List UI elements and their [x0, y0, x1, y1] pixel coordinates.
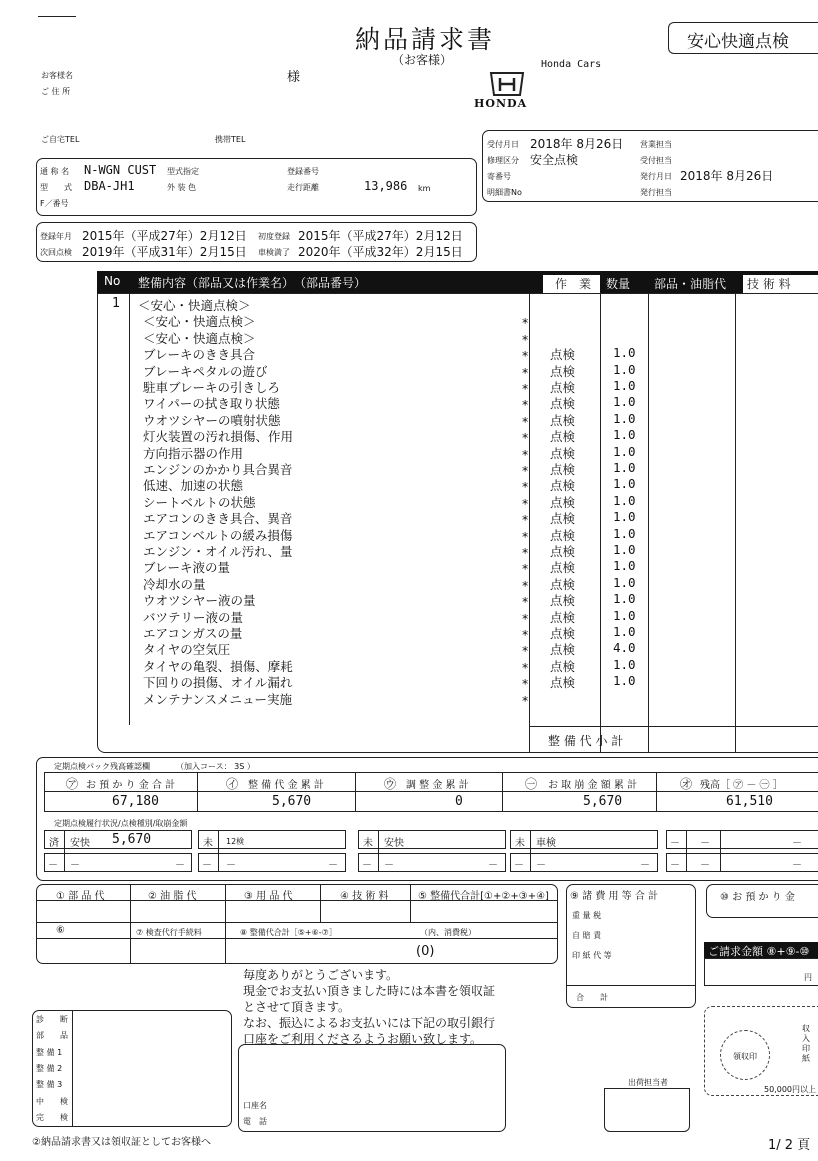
- history-5b-dash-a: －: [670, 860, 680, 871]
- next-inspection-value: 2019年（平成31年）2月15日: [82, 245, 247, 259]
- table-row: [0, 411, 818, 427]
- row-work: 点検: [550, 609, 576, 625]
- table-row: [0, 312, 818, 331]
- pack-mark-b: ㋑: [226, 777, 239, 791]
- history-1-status: 済: [49, 838, 59, 849]
- row-work: 点検: [550, 544, 576, 559]
- yen-unit: 円: [804, 973, 812, 982]
- table-row: [0, 542, 818, 558]
- row-description: ワイパーの拭き取り状態: [143, 396, 280, 412]
- history-cell-2: [198, 830, 346, 849]
- pack-col-adjust: 調 整 金 累 計: [406, 780, 469, 791]
- row-work: 点検: [550, 478, 576, 494]
- row-description: 駐車ブレーキの引きしろ: [143, 380, 281, 395]
- deposit-label: ⑩ お 預 か り 金: [720, 892, 795, 903]
- row-work: 点検: [550, 347, 576, 363]
- history-2b-dash-a: －: [202, 860, 212, 871]
- row-star: *: [522, 676, 529, 692]
- row-description: シートベルトの状態: [143, 494, 256, 510]
- totals-div-3: [320, 884, 321, 922]
- table-row: [0, 657, 818, 673]
- check-item-label: 完 検: [36, 1112, 68, 1122]
- row-star: *: [522, 512, 529, 528]
- model-name-label: 通 称 名: [40, 167, 70, 176]
- hist4-div: [530, 830, 531, 872]
- weight-tax-label: 重 量 税: [572, 911, 602, 920]
- shipper-label: 出荷担当者: [628, 1078, 668, 1087]
- row-work: 点検: [550, 593, 576, 609]
- inspection-expiry-label: 車検満了: [258, 248, 290, 257]
- dealer-name: Honda Cars: [541, 59, 602, 70]
- row-description: ブレーキのきき具合: [143, 347, 256, 363]
- repair-kind-label: 修理区分: [487, 156, 519, 165]
- received-label: 受付月日: [487, 140, 519, 149]
- phone-label: 電 話: [243, 1117, 267, 1126]
- row-quantity: 1.0: [613, 345, 636, 361]
- history-2b-dash-b: －: [226, 860, 236, 871]
- history-cell-2b: [198, 853, 346, 872]
- service-total-label: ⑤ 整備代合計[①+②+③+④]: [418, 891, 549, 902]
- repair-kind-value: 安全点検: [530, 153, 579, 167]
- row-quantity: 1.0: [613, 427, 636, 443]
- received-value: 2018年 8月26日: [530, 137, 624, 151]
- row-star: *: [522, 364, 529, 380]
- row-description: 冷却水の量: [143, 576, 206, 592]
- liability-insurance-label: 自 賠 責: [572, 931, 602, 940]
- row-quantity: 1.0: [613, 361, 636, 377]
- row-description: エアコンガスの量: [143, 626, 243, 641]
- row-description: ウオツシヤーの噴射状態: [143, 412, 281, 428]
- pack-service-total-value: 5,670: [272, 794, 312, 809]
- order-no-label: 寄番号: [487, 172, 511, 181]
- mileage-value: 13,986: [364, 179, 408, 193]
- row-work: 点検: [550, 658, 576, 674]
- thanks-line-2: 現金でお支払い頂きました時には本書を領収証: [243, 984, 496, 998]
- history-1b-dash-a: －: [48, 860, 58, 871]
- footer-note: ②納品請求書又は領収証としてお客様へ: [32, 1137, 211, 1148]
- receipt-seal-label: 領収印: [733, 1052, 757, 1061]
- row-work: 点検: [550, 429, 576, 445]
- issue-date-value: 2018年 8月26日: [680, 169, 774, 183]
- color-label: 外 装 色: [167, 183, 197, 192]
- item-6-label: ⑥: [56, 925, 65, 936]
- customer-name-label: お客様名: [41, 71, 73, 80]
- supplies-cost-label: ③ 用 品 代: [244, 891, 293, 902]
- row-star: *: [522, 348, 529, 364]
- row-star: *: [522, 643, 529, 659]
- row-quantity: 1.0: [613, 656, 636, 672]
- service-grand-total-label: ⑧ 整備代合計［⑤+⑥-⑦］: [240, 928, 337, 937]
- service-badge: 安心快適点検: [668, 22, 818, 54]
- row-description: エアコンのきき具合、異音: [143, 511, 293, 527]
- row-quantity: 1.0: [613, 558, 636, 574]
- table-row: [0, 608, 818, 624]
- thanks-line-4: なお、振込によるお支払いには下記の取引銀行: [243, 1016, 496, 1030]
- item-number: 1: [112, 296, 121, 311]
- check-item-label: 中 検: [36, 1096, 68, 1106]
- table-row: [0, 673, 818, 692]
- type-value: DBA-JH1: [84, 179, 135, 193]
- header-work: 作 業: [543, 275, 600, 293]
- history-3-status: 未: [363, 838, 373, 849]
- reg-ym-value: 2015年（平成27年）2月12日: [82, 229, 247, 243]
- history-4b-dash-c: －: [640, 860, 650, 871]
- totals-row3-line: [36, 938, 558, 939]
- history-2-status: 未: [203, 838, 213, 849]
- invoice-amount-box: [704, 958, 818, 986]
- row-description: エンジン・オイル汚れ、量: [143, 544, 293, 559]
- history-5-dash-c: －: [792, 838, 802, 849]
- pack-title: 定期点検パック残高確認欄: [54, 762, 150, 771]
- history-4b-dash-a: －: [514, 860, 524, 871]
- subtotal-divider: [529, 726, 818, 727]
- check-item-label: 整 備 1: [36, 1047, 63, 1057]
- row-description: ＜安心・快適点検＞: [138, 298, 251, 313]
- tax-value: (0): [416, 944, 435, 959]
- table-row: [0, 526, 818, 542]
- table-row: [0, 558, 818, 577]
- document-title: 納品請求書: [355, 25, 496, 54]
- table-row: [0, 690, 818, 706]
- pack-history-title: 定期点検履行状況/点検種別/取崩金額: [54, 819, 188, 828]
- row-quantity: 1.0: [613, 509, 636, 525]
- fees-title: ⑨ 諸 費 用 等 合 計: [570, 891, 659, 902]
- row-star: *: [522, 659, 529, 675]
- model-name-value: N-WGN CUST: [84, 163, 157, 177]
- history-1b-dash-c: －: [175, 860, 185, 871]
- type-label: 型 式: [40, 183, 72, 192]
- bank-box: [238, 1044, 506, 1132]
- home-tel-label: ご自宅TEL: [41, 135, 80, 144]
- row-star: *: [522, 627, 529, 642]
- row-star: *: [522, 479, 529, 495]
- row-work: 点検: [550, 527, 576, 543]
- revenue-stamp-label: 収 入 印 紙: [802, 1024, 810, 1063]
- first-reg-value: 2015年（平成27年）2月12日: [298, 229, 463, 243]
- row-description: タイヤの亀裂、損傷、摩耗: [143, 658, 293, 674]
- row-quantity: 4.0: [613, 640, 636, 656]
- row-work: 点検: [550, 626, 576, 641]
- row-star: *: [522, 495, 529, 511]
- table-row: [0, 493, 818, 509]
- row-description: 灯火装置の汚れ損傷、作用: [143, 429, 294, 445]
- pack-div-2: [355, 772, 356, 812]
- row-star: *: [522, 528, 529, 544]
- row-description: バツテリー液の量: [143, 609, 244, 625]
- row-description: ブレーキペタルの遊び: [143, 363, 268, 379]
- document-subtitle: （お客様）: [392, 53, 453, 67]
- totals-div-2: [225, 884, 226, 964]
- honda-logo-icon: [487, 70, 527, 98]
- table-row: [0, 460, 818, 476]
- table-row: [0, 444, 818, 460]
- page-number: 1/ 2 頁: [768, 1138, 811, 1153]
- table-row: [0, 624, 818, 640]
- shipper-box: [604, 1088, 690, 1132]
- check-item-label: 診 断: [36, 1015, 68, 1024]
- history-5b-dash-c: －: [792, 860, 802, 871]
- row-quantity: 1.0: [613, 394, 636, 410]
- issue-date-label: 発行月日: [640, 172, 672, 181]
- row-description: 低速、加速の状態: [143, 478, 244, 494]
- history-3b-dash-a: －: [362, 860, 372, 871]
- row-star: *: [522, 610, 529, 626]
- pack-withdrawal-value: 5,670: [583, 794, 623, 809]
- row-quantity: 1.0: [613, 607, 636, 623]
- row-quantity: 1.0: [613, 492, 636, 508]
- history-5-dash-a: －: [670, 838, 680, 849]
- parts-cost-label: ① 部 品 代: [56, 891, 105, 902]
- pack-col-service-total: 整 備 代 金 累 計: [248, 780, 324, 791]
- honda-wordmark: HONDA: [474, 97, 528, 110]
- pack-mark-d: ㊀: [525, 777, 538, 791]
- hist2-div: [218, 830, 219, 872]
- row-work: 点検: [550, 396, 576, 412]
- table-row: [0, 394, 818, 413]
- fees-line: [566, 985, 696, 986]
- row-quantity: 1.0: [613, 410, 636, 426]
- table-row: [0, 296, 818, 312]
- history-1-type: 安快: [70, 838, 90, 849]
- header-parts: 部品・油脂代: [654, 277, 727, 291]
- registration-label: 登録番号: [287, 167, 319, 176]
- pack-div-1: [197, 772, 198, 812]
- row-description: エンジンのかかり具合異音: [143, 462, 293, 477]
- history-3-type: 安快: [384, 838, 404, 849]
- sales-label: 営業担当: [640, 140, 672, 149]
- row-quantity: 1.0: [613, 443, 636, 459]
- row-work: 点検: [550, 576, 576, 592]
- row-star: *: [522, 397, 529, 413]
- invoice-amount-label: ご請求金額 ⑧+⑨-⑩: [704, 942, 818, 958]
- row-quantity: 1.0: [613, 525, 636, 541]
- row-star: *: [522, 594, 529, 610]
- table-row: [0, 427, 818, 446]
- row-description: メンテナンスメニュー実施: [143, 691, 293, 707]
- row-description: ウオツシヤー液の量: [143, 593, 256, 609]
- first-reg-label: 初度登録: [258, 232, 290, 241]
- hist1-div: [64, 830, 65, 872]
- totals-div-4: [410, 884, 411, 922]
- detail-no-label: 明細書No: [487, 188, 522, 197]
- history-cell-3: [358, 830, 506, 849]
- row-quantity: 1.0: [613, 673, 636, 689]
- tech-fee-label: ④ 技 術 料: [340, 891, 389, 902]
- pack-col-withdrawal: お 取 崩 金 額 累 計: [548, 780, 638, 791]
- history-2-type: 12検: [226, 837, 245, 846]
- pack-deposit-value: 67,180: [112, 794, 159, 809]
- row-work: 点検: [550, 363, 576, 379]
- pack-col-deposit: お 預 か り 金 合 計: [86, 780, 176, 791]
- inspection-fee-label: ⑦ 検査代行手続料: [136, 928, 202, 937]
- subtotal-label: 整 備 代 小 計: [548, 734, 624, 748]
- row-star: *: [522, 331, 529, 347]
- thanks-line-1: 毎度ありがとうございます。: [243, 968, 399, 982]
- row-quantity: 1.0: [613, 460, 636, 475]
- fees-box: [566, 884, 696, 1008]
- totals-div-1: [130, 884, 131, 964]
- row-work: 点検: [550, 560, 576, 576]
- hist3-div: [378, 830, 379, 872]
- mileage-unit: km: [418, 184, 431, 193]
- table-row: [0, 476, 818, 495]
- row-quantity: 1.0: [613, 542, 636, 557]
- designation-label: 型式指定: [167, 167, 199, 176]
- history-5-dash-b: －: [700, 838, 710, 849]
- history-5b-dash-b: －: [700, 860, 710, 871]
- history-cell-4b: [510, 853, 658, 872]
- customer-name-suffix: 様: [287, 70, 301, 85]
- history-3b-dash-b: －: [384, 860, 394, 871]
- header-no: No: [104, 274, 121, 288]
- oil-cost-label: ② 油 脂 代: [148, 891, 197, 902]
- next-inspection-label: 次回点検: [40, 248, 72, 257]
- row-star: *: [522, 430, 529, 446]
- pack-div-3: [502, 772, 503, 812]
- row-star: *: [522, 561, 529, 577]
- pack-mark-e: ㋔: [680, 777, 693, 791]
- check-item-label: 整 備 2: [36, 1063, 63, 1073]
- row-quantity: 1.0: [613, 624, 636, 639]
- pack-grid-mid: [44, 791, 818, 792]
- row-work: 点検: [550, 380, 576, 395]
- pack-mark-a: ㋐: [66, 777, 79, 791]
- frame-label: F／番号: [40, 199, 69, 208]
- row-description: エアコンベルトの緩み損傷: [143, 527, 293, 543]
- issuer-label: 発行担当: [640, 188, 672, 197]
- mobile-tel-label: 携帯TEL: [215, 135, 246, 144]
- row-description: ＜安心・快適点検＞: [143, 330, 256, 346]
- totals-row2-line: [36, 922, 558, 923]
- history-1b-dash-b: －: [70, 860, 80, 871]
- row-quantity: 1.0: [613, 378, 636, 393]
- row-work: 点検: [550, 511, 576, 527]
- table-row: [0, 591, 818, 610]
- pack-balance-value: 61,510: [726, 794, 773, 809]
- table-row: [0, 640, 818, 659]
- pack-div-4: [656, 772, 657, 812]
- reception-label: 受付担当: [640, 156, 672, 165]
- row-description: ブレーキ液の量: [143, 560, 231, 576]
- row-star: *: [522, 315, 529, 331]
- row-description: タイヤの空気圧: [143, 642, 231, 658]
- hist5-div: [686, 830, 687, 872]
- table-row: [0, 509, 818, 528]
- row-work: 点検: [550, 494, 576, 510]
- history-cell-1b: [44, 853, 192, 872]
- table-row: [0, 362, 818, 378]
- history-4b-dash-b: －: [536, 860, 546, 871]
- row-work: 点検: [550, 675, 576, 691]
- header-tech-fee: 技 術 料: [743, 275, 818, 293]
- header-description: 整備内容（部品又は作業名） （部品番号）: [138, 276, 367, 290]
- row-star: *: [522, 446, 529, 462]
- pack-mark-c: ㋒: [384, 777, 397, 791]
- pack-col-balance: 残高［ ㋐ － ㊀ ］: [700, 780, 783, 791]
- corner-mark: [38, 16, 76, 17]
- history-cell-4: [510, 830, 658, 849]
- row-description: 方向指示器の作用: [143, 445, 244, 461]
- row-work: 点検: [550, 445, 576, 461]
- tax-label: （内、消費税）: [420, 928, 476, 937]
- row-work: 点検: [550, 462, 576, 477]
- pack-course: （加入コース： 3S ）: [176, 762, 255, 771]
- history-2b-dash-c: －: [328, 860, 338, 871]
- table-row: [0, 575, 818, 591]
- thanks-line-5: 口座をご利用くださるようお願い致します。: [243, 1032, 483, 1046]
- table-row: [0, 378, 818, 394]
- row-description: 下回りの損傷、オイル漏れ: [143, 675, 293, 691]
- table-row: [0, 329, 818, 345]
- row-star: *: [522, 545, 529, 560]
- stamp-fee-label: 印 紙 代 等: [572, 951, 612, 960]
- history-1-amount: 5,670: [112, 832, 152, 847]
- thanks-line-3: とさせて頂きます。: [243, 1000, 351, 1014]
- check-item-label: 部 品: [36, 1031, 68, 1041]
- hist5-div2: [720, 830, 721, 872]
- revenue-stamp-note: 50,000円以上: [764, 1085, 816, 1094]
- check-item-label: 整 備 3: [36, 1080, 63, 1090]
- row-star: *: [522, 692, 529, 708]
- row-star: *: [522, 463, 529, 478]
- check-div: [72, 1010, 73, 1127]
- account-name-label: 口座名: [243, 1101, 267, 1110]
- row-quantity: 1.0: [613, 476, 636, 492]
- row-description: ＜安心・快適点検＞: [143, 314, 256, 330]
- fees-total-label: 合 計: [576, 993, 608, 1002]
- customer-address-label: ご 住 所: [41, 87, 71, 96]
- history-4-type: 車検: [536, 838, 556, 849]
- history-cell-3b: [358, 853, 506, 872]
- row-star: *: [522, 577, 529, 593]
- row-star: *: [522, 413, 529, 429]
- row-work: 点検: [550, 412, 576, 428]
- mileage-label: 走行距離: [287, 183, 319, 192]
- row-star: *: [522, 381, 529, 396]
- row-quantity: 1.0: [613, 591, 636, 607]
- history-4-status: 未: [515, 838, 525, 849]
- pack-adjust-value: 0: [455, 794, 463, 809]
- reg-ym-label: 登録年月: [40, 232, 72, 241]
- history-3b-dash-c: －: [488, 860, 498, 871]
- inspection-expiry-value: 2020年（平成32年）2月15日: [298, 245, 463, 259]
- table-row: [0, 345, 818, 364]
- header-quantity: 数量: [606, 277, 631, 291]
- row-work: 点検: [550, 642, 576, 658]
- row-quantity: 1.0: [613, 574, 636, 590]
